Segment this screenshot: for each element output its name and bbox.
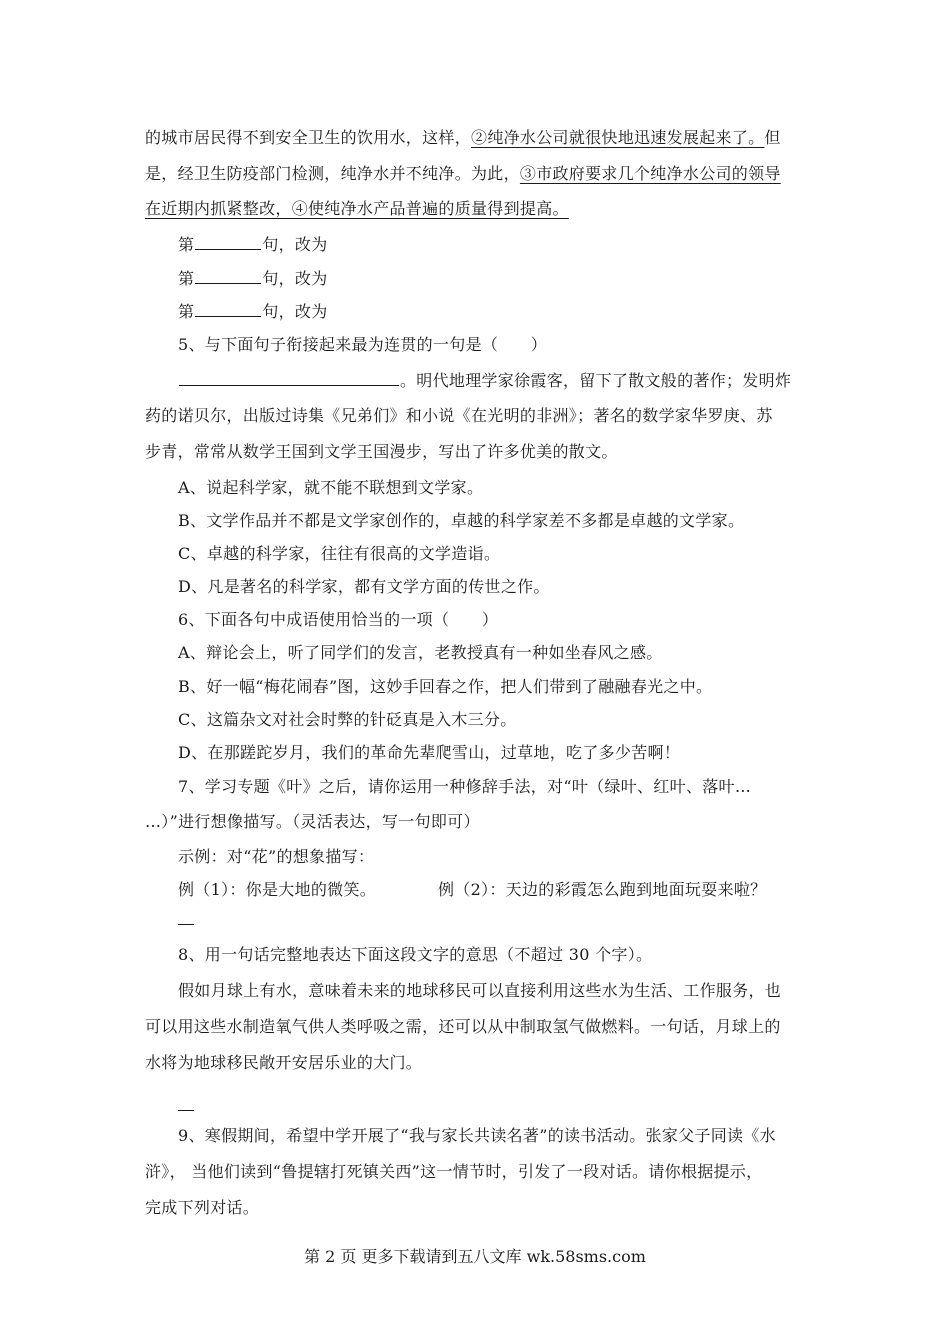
q5-option-a: A、说起科学家，就不能不联想到文学家。 (178, 478, 484, 497)
page-footer: 第 2 页 更多下载请到五八文库 wk.58sms.com (304, 1247, 646, 1266)
q8-passage-line-1: 假如月球上有水，意味着未来的地球移民可以直接利用这些水为生活、工作服务，也 (178, 981, 782, 1000)
q6-option-d: D、在那蹉跎岁月，我们的革命先辈爬雪山，过草地，吃了多少苦啊！ (178, 743, 681, 762)
passage-line-1 (145, 126, 781, 150)
correction-prefix: 第 (178, 302, 195, 321)
passage-line-2 (145, 162, 781, 186)
q5-option-c: C、卓越的科学家，往往有很高的文学造诣。 (178, 544, 501, 563)
underlined-sentence-3-4: 在近期内抓紧整改，④使纯净水产品普遍的质量得到提高。 (145, 199, 569, 218)
question-5: 5、与下面句子衔接起来最为连贯的一句是（ ） (178, 335, 548, 354)
correction-suffix: 句，改为 (262, 302, 328, 321)
passage-text: 但 (764, 128, 781, 147)
correction-line-3 (178, 299, 328, 323)
q7-example-2: 例（2）：天边的彩霞怎么跑到地面玩耍来啦？ (438, 880, 767, 899)
underlined-sentence-3: ③市政府要求几个纯净水公司的领导 (519, 164, 781, 183)
question-8: 8、用一句话完整地表达下面这段文字的意思（不超过 30 个字）。 (178, 945, 653, 964)
q7-example-intro: 示例：对“花”的想象描写： (178, 847, 375, 866)
correction-prefix: 第 (178, 235, 195, 254)
correction-prefix: 第 (178, 269, 195, 288)
q5-passage-line-3: 步青，常常从数学王国到文学王国漫步，写出了许多优美的散文。 (145, 442, 618, 461)
answer-line[interactable] (178, 1094, 194, 1118)
question-7-line-1: 7、学习专题《叶》之后，请你运用一种修辞手法，对“叶（绿叶、红叶、落叶… (178, 777, 752, 796)
passage-text: 是，经卫生防疫部门检测，纯净水并不纯净。为此， (145, 164, 520, 183)
answer-blank[interactable] (179, 368, 399, 386)
q6-option-b: B、好一幅“梅花闹春”图，这妙手回春之作，把人们带到了融融春光之中。 (178, 677, 713, 696)
answer-blank[interactable] (195, 266, 261, 284)
answer-blank[interactable] (195, 232, 261, 250)
question-9-line-2: 浒》， 当他们读到“鲁提辖打死镇关西”这一情节时，引发了一段对话。请你根据提示， (145, 1162, 763, 1181)
correction-suffix: 句，改为 (262, 235, 328, 254)
answer-line[interactable] (178, 908, 194, 932)
q8-passage-line-2: 可以用这些水制造氧气供人类呼吸之需，还可以从中制取氢气做燃料。一句话，月球上的 (145, 1017, 781, 1036)
question-6: 6、下面各句中成语使用恰当的一项（ ） (178, 610, 499, 629)
q5-passage-line-1 (178, 368, 791, 392)
q6-option-a: A、辩论会上，听了同学们的发言，老教授真有一种如坐春风之感。 (178, 643, 663, 662)
passage-text: 的城市居民得不到安全卫生的饮用水，这样， (145, 128, 472, 147)
answer-blank[interactable] (195, 299, 261, 317)
q5-option-b: B、文学作品并不都是文学家创作的，卓越的科学家差不多都是卓越的文学家。 (178, 511, 745, 530)
correction-suffix: 句，改为 (262, 269, 328, 288)
question-9-line-3: 完成下列对话。 (145, 1198, 260, 1217)
question-7-line-2: …）”进行想像描写。（灵活表达，写一句即可） (145, 812, 480, 831)
question-9-line-1: 9、寒假期间，希望中学开展了“我与家长共读名著”的读书活动。张家父子同读《水 (178, 1126, 776, 1145)
underlined-sentence-2: ②纯净水公司就很快地迅速发展起来了。 (471, 128, 765, 147)
correction-line-2 (178, 266, 328, 290)
q5-option-d: D、凡是著名的科学家，都有文学方面的传世之作。 (178, 577, 550, 596)
q7-example-1: 例（1）：你是大地的微笑。 (178, 880, 377, 899)
q6-option-c: C、这篇杂文对社会时弊的针砭真是入木三分。 (178, 710, 517, 729)
correction-line-1 (178, 232, 328, 256)
passage-text: 。明代地理学家徐霞客，留下了散文般的著作；发明炸 (400, 371, 792, 390)
q5-passage-line-2: 药的诺贝尔，出版过诗集《兄弟们》和小说《在光明的非洲》；著名的数学家华罗庚、苏 (145, 406, 773, 425)
q8-passage-line-3: 水将为地球移民敞开安居乐业的大门。 (145, 1053, 423, 1072)
